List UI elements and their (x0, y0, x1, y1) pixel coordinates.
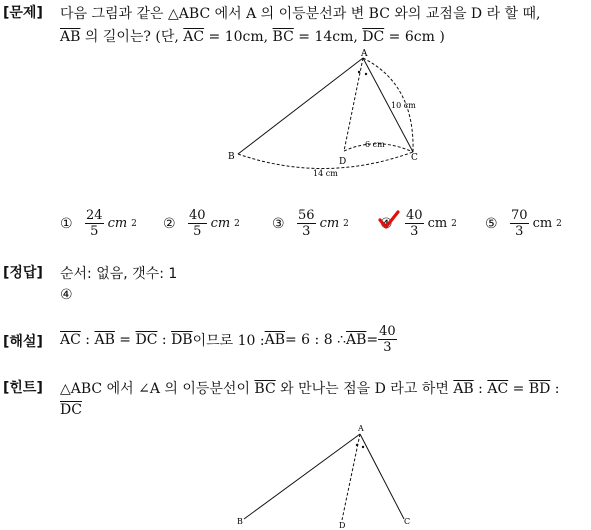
dc-value: = 6cm ) (384, 29, 445, 45)
label-ac-length: 10 cm (391, 101, 416, 110)
hint-line1: △ABC 에서 ∠A 의 이등분선이 $\overline{BC}$ 와 만나는 점을 D 라고 하면 $\overline{AB}$ : $\overline{AC} = \overline{BD}$ : (60, 381, 560, 397)
option-3[interactable]: ③ $\frac{56}{3}$ cm 2 (272, 208, 349, 239)
option-2[interactable]: ② $\frac{40}{5}$ cm 2 (163, 208, 240, 239)
segment-dc: $\overline{DC}$ (362, 29, 385, 45)
answer-label: [정답] (3, 265, 43, 281)
vertex-b2: B (237, 517, 243, 526)
problem-line2 (60, 26, 445, 46)
answer-line1: 순서: 없음, 갯수: 1 (60, 266, 178, 282)
check-mark-icon (378, 210, 400, 230)
hint-label: [힌트] (3, 380, 43, 396)
vertex-d: D (339, 157, 347, 167)
vertex-c: C (411, 153, 418, 163)
hint-triangle-figure (230, 420, 430, 530)
ac-value: = 10cm, (204, 29, 273, 45)
answer-choice: ④ (60, 287, 73, 303)
vertex-a: A (361, 49, 368, 59)
bc-value: = 14cm, (293, 29, 363, 45)
hint-line2: $\overline{DC}$ (60, 402, 82, 418)
vertex-a2: A (358, 424, 364, 433)
segment-ac: $\overline{AC}$ (183, 29, 205, 45)
problem-line1: 다음 그림과 같은 △ABC 에서 A 의 이등분선과 변 BC 와의 교점을 D 라 할 때, (60, 6, 541, 22)
side-ab (238, 58, 363, 154)
problem-label: [문제] (3, 5, 43, 21)
label-dc-length: 6 cm (365, 140, 385, 149)
triangle-figure (225, 44, 425, 184)
option-5[interactable]: ⑤ $\frac{70}{3}$ cm 2 (485, 208, 562, 239)
segment-bc: $\overline{BC}$ (272, 29, 294, 45)
option-1[interactable]: ① $\frac{24}{5}$ cm 2 (60, 208, 137, 239)
vertex-d2: D (339, 521, 346, 530)
label-bc-length: 14 cm (313, 169, 338, 178)
segment-ab: $\overline{AB}$ (60, 29, 81, 45)
vertex-b: B (228, 152, 235, 162)
explanation-formula: $\overline{AC}$ : $\overline{AB}$ = $\overline{DC}$ : $\overline{DB}$ 이므로 10 : $\overline{AB}$ = 6 : 8 ∴ $\overline{AB}$ = $\frac{40}{3}$ (60, 324, 396, 355)
option-4[interactable]: ④ $\frac{40}{3}$ cm 2 (380, 208, 457, 239)
explanation-label: [해설] (3, 334, 43, 350)
problem-line2-text: 의 길이는? (단, (80, 29, 184, 45)
vertex-c2: C (404, 517, 411, 526)
arc-bc (238, 152, 413, 169)
